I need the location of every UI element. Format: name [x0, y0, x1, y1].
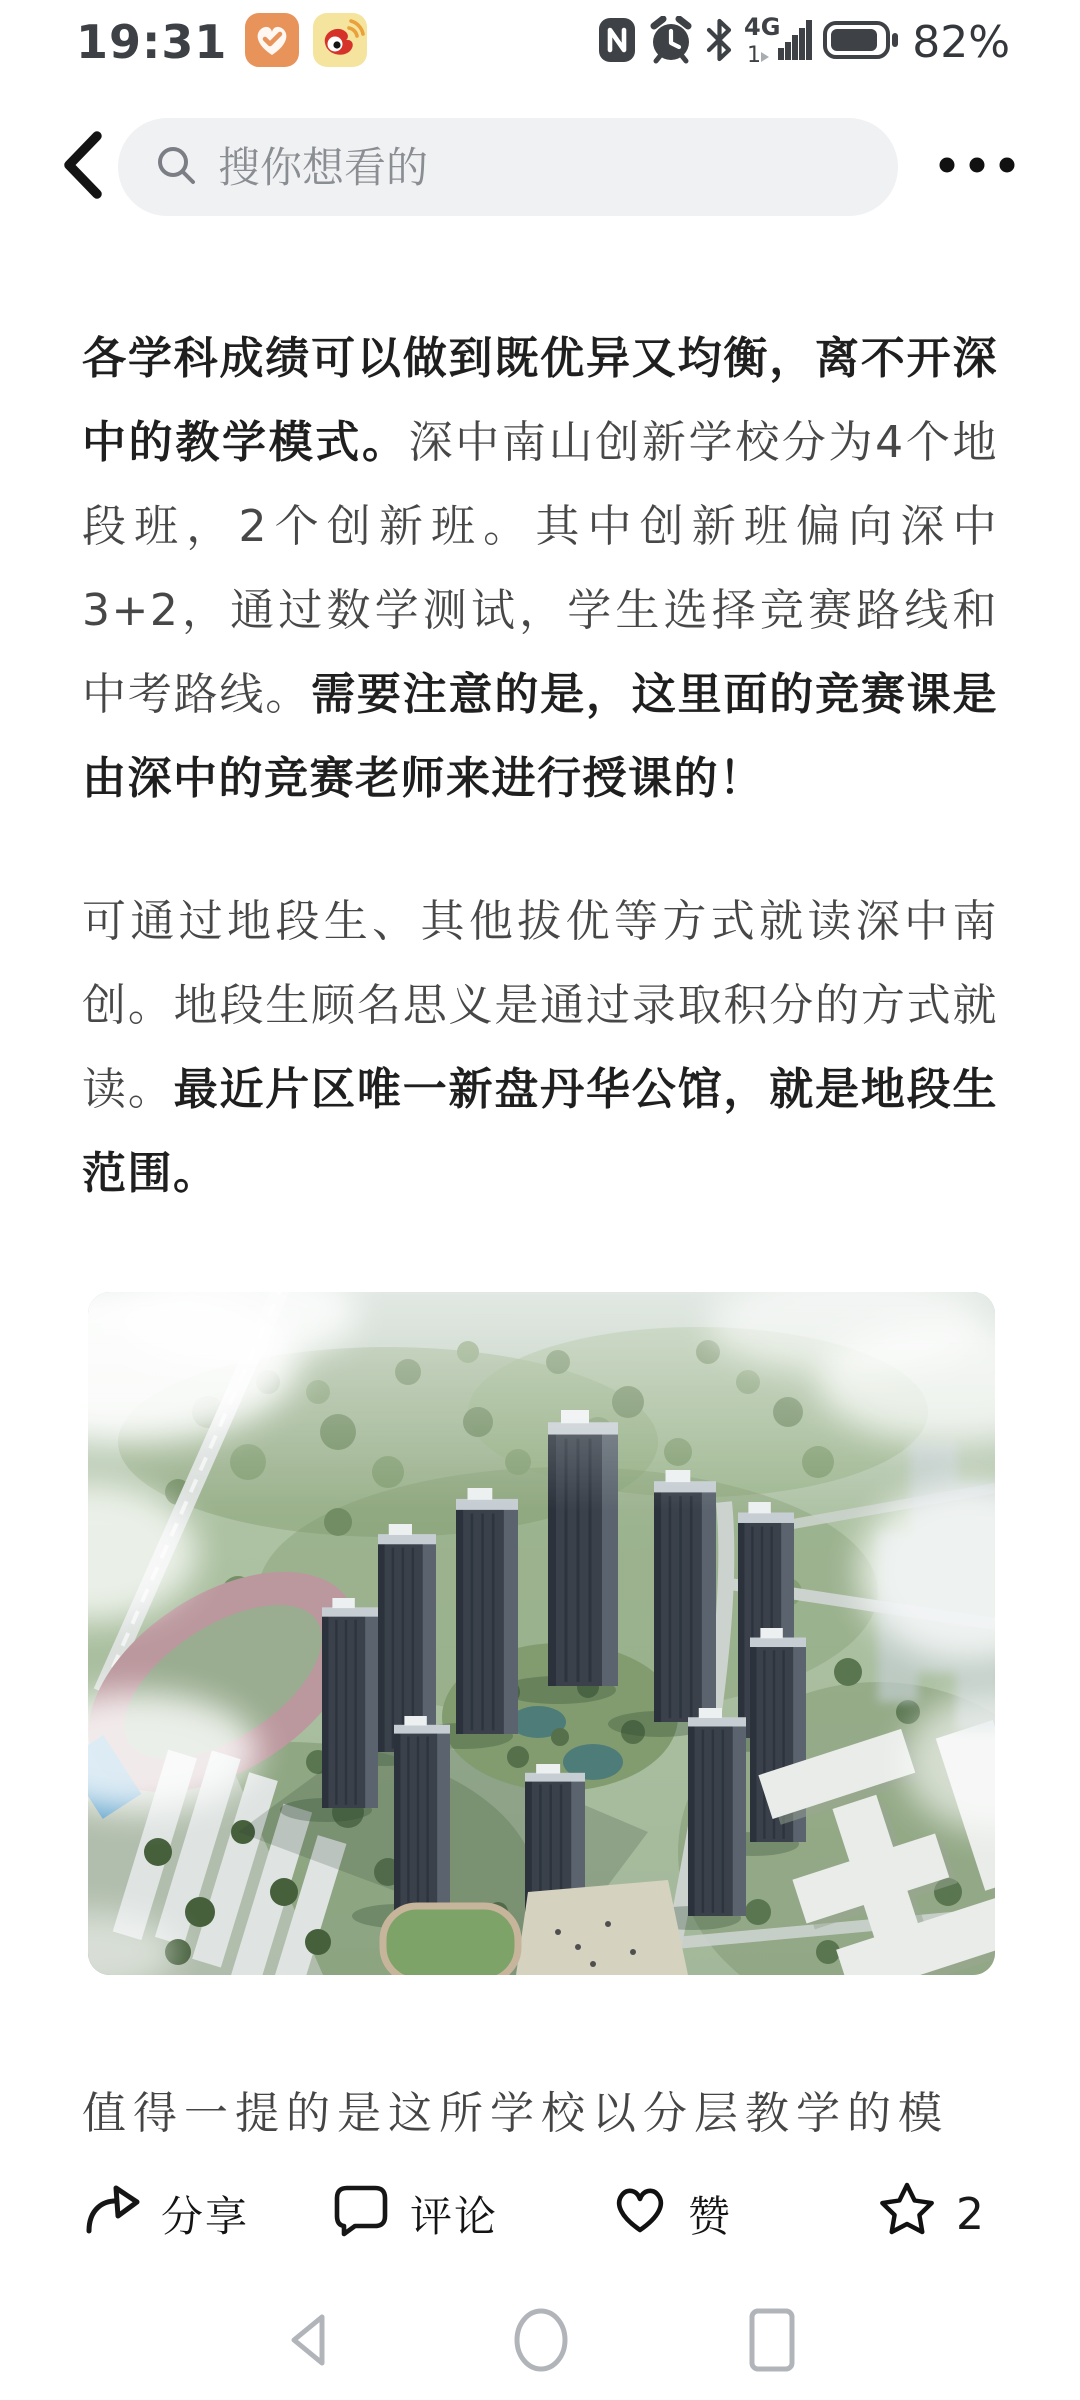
- search-header: [0, 114, 1080, 220]
- more-dots-icon: [938, 156, 1016, 178]
- status-bar: [0, 6, 1080, 78]
- status-icons: [598, 14, 1010, 70]
- clock-time: 19:31: [76, 15, 228, 69]
- sim-number-label: 1: [747, 43, 762, 66]
- home-circle-icon: [512, 2307, 570, 2377]
- favorite-count: 2: [956, 2188, 986, 2240]
- comment-bubble-icon: [330, 2181, 390, 2247]
- article-closing-line: 值得一提的是这所学校以分层教学的模: [82, 2088, 949, 2139]
- share-arrow-icon: [79, 2179, 141, 2249]
- text-segment-bold: 最近片区唯一新盘丹华公馆，就是地段生范围。: [82, 1064, 999, 1199]
- notification-app-icons: [245, 13, 367, 71]
- text-segment: 深中南山创新学校分为4个地段班，2个创新班。其中创新班偏向深中3+2，通过数学测试，学生选择竞赛路线和中考路线。: [82, 417, 998, 720]
- recents-square-icon: [746, 2306, 798, 2378]
- nav-recents-button[interactable]: [746, 2306, 798, 2378]
- comment-label: 评论: [410, 2192, 499, 2241]
- search-icon: [154, 143, 198, 191]
- nav-back-button[interactable]: [282, 2309, 336, 2375]
- text-segment-bold: 需要注意的是，这里面的竞赛课是由深中的竞赛老师来进行授课的！: [82, 669, 999, 804]
- alarm-icon: [647, 16, 695, 68]
- text-segment: 可通过地段生、其他拔优等方式就读深中南创。地段生顾名思义是通过录取积分的方式就读。: [82, 896, 998, 1115]
- back-triangle-icon: [282, 2309, 336, 2375]
- heart-check-app-icon: [245, 13, 299, 71]
- search-input[interactable]: [216, 142, 868, 193]
- favorite-button[interactable]: [878, 2172, 986, 2256]
- more-menu-button[interactable]: [938, 156, 1016, 178]
- comment-button[interactable]: [330, 2172, 498, 2256]
- back-button[interactable]: [54, 125, 110, 209]
- article-paragraph: [82, 317, 998, 821]
- battery-icon: [823, 20, 899, 64]
- back-chevron-icon: [57, 127, 107, 207]
- article-body: [82, 317, 998, 1275]
- nav-home-button[interactable]: [512, 2307, 570, 2377]
- network-type-label: 4G: [744, 14, 781, 41]
- nfc-icon: [598, 17, 636, 67]
- action-bar: [0, 2172, 1080, 2256]
- like-button[interactable]: [612, 2172, 732, 2256]
- article-paragraph: [82, 880, 998, 1216]
- like-label: 赞: [688, 2192, 733, 2241]
- star-icon: [878, 2181, 936, 2247]
- share-button[interactable]: [79, 2172, 249, 2256]
- battery-percent-label: 82%: [912, 16, 1010, 68]
- android-nav-bar: [0, 2302, 1080, 2382]
- weibo-app-icon: [313, 13, 367, 71]
- article-image[interactable]: [88, 1292, 995, 1975]
- heart-icon: [612, 2182, 668, 2246]
- bluetooth-icon: [706, 18, 733, 66]
- text-segment-bold: 各学科成绩可以做到既优异又均衡，离不开深中的教学模式。: [82, 333, 998, 468]
- search-bar[interactable]: [118, 118, 898, 216]
- signal-bars-icon: [744, 14, 812, 70]
- share-label: 分享: [161, 2192, 250, 2241]
